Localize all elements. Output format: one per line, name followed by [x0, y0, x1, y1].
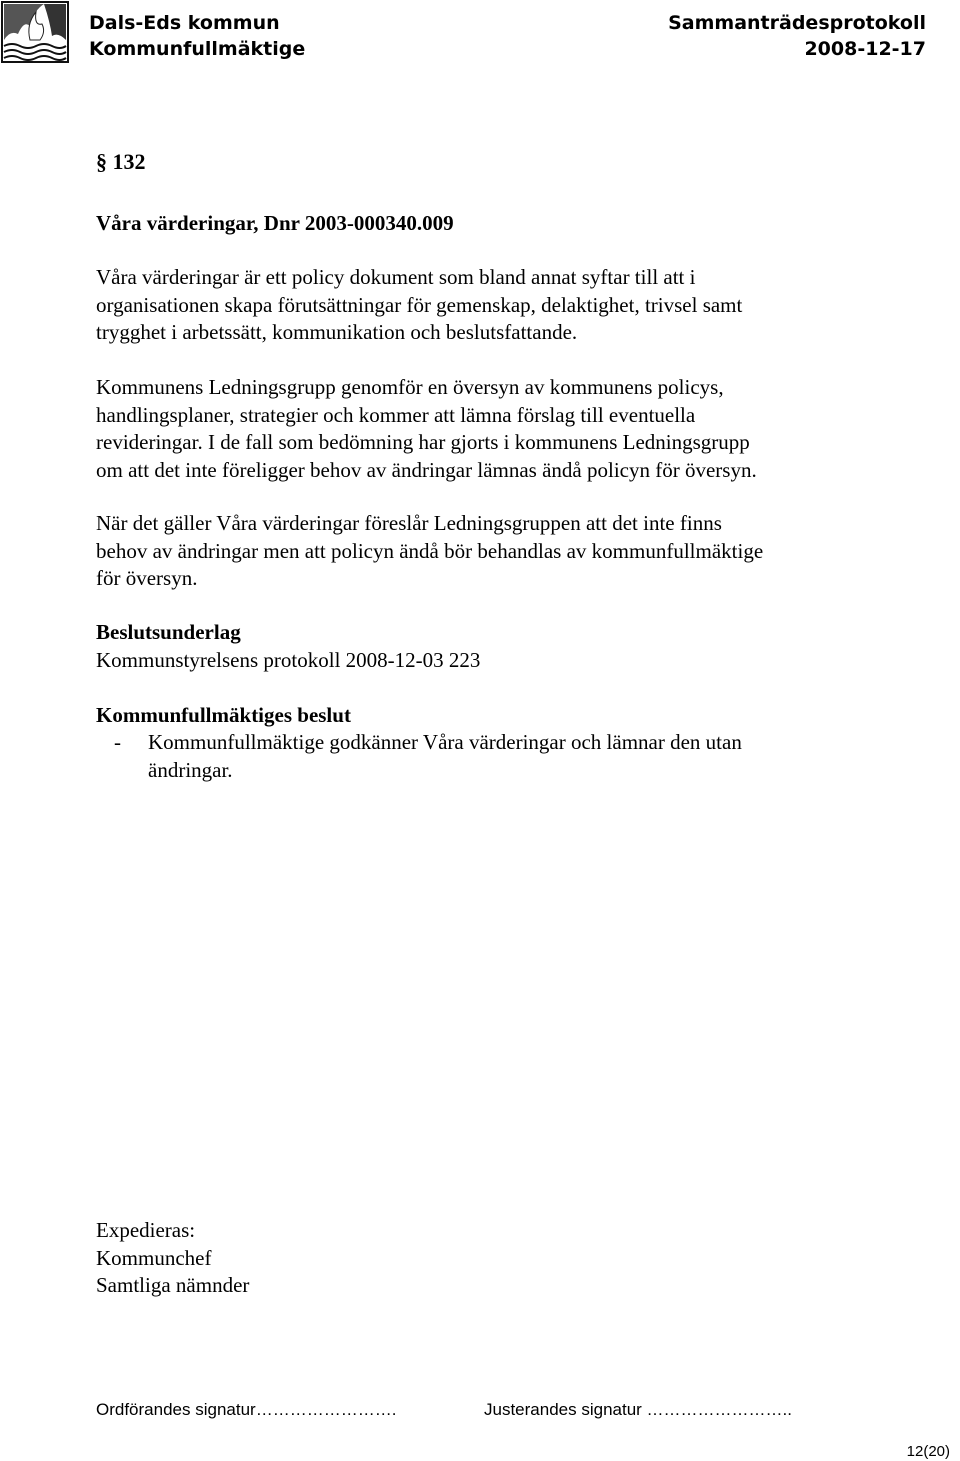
basis-heading: Beslutsunderlag	[96, 620, 241, 644]
body-name: Kommunfullmäktige	[89, 38, 306, 60]
list-bullet: -	[114, 730, 121, 754]
page-number: 12(20)	[906, 1443, 950, 1460]
text-line: Våra värderingar är ett policy dokument som bland annat syftar till att i	[96, 265, 696, 289]
header-right	[668, 10, 926, 62]
text-line: Kommunfullmäktige godkänner Våra värderingar och lämnar den utan	[148, 730, 742, 754]
item-title: Våra värderingar, Dnr 2003-000340.009	[96, 211, 454, 235]
text-line: ändringar.	[148, 757, 233, 782]
paragraph-label: 132	[107, 149, 146, 174]
text-line: organisationen skapa förutsättningar för gemenskap, delaktighet, trivsel samt	[96, 292, 743, 317]
header-left	[89, 10, 305, 62]
paragraph-number	[96, 148, 866, 176]
distribution-list	[96, 1217, 866, 1300]
meeting-date: 2008-12-17	[804, 38, 926, 60]
municipal-logo-icon	[0, 0, 70, 64]
section-sign-icon: §	[96, 149, 107, 174]
distribution-recipient: Samtliga nämnder	[96, 1273, 250, 1297]
decision-heading: Kommunfullmäktiges beslut	[96, 703, 351, 727]
distribution-heading: Expedieras:	[96, 1218, 196, 1242]
text-line: om att det inte föreligger behov av ändringar lämnas ändå policyn för översyn.	[96, 457, 757, 482]
text-line: trygghet i arbetssätt, kommunikation och beslutsfattande.	[96, 320, 578, 344]
document-type: Sammanträdesprotokoll	[668, 12, 926, 34]
org-name: Dals-Eds kommun	[89, 12, 280, 34]
text-line: Kommunens Ledningsgrupp genomför en översyn av kommunens policys,	[96, 375, 724, 399]
distribution-recipient: Kommunchef	[96, 1245, 212, 1270]
text-line: behov av ändringar men att policyn ändå bör behandlas av kommunfullmäktige	[96, 538, 764, 563]
adjuster-signature-field: Justerandes signatur ……………………..	[484, 1400, 792, 1419]
basis-reference-text: Kommunstyrelsens protokoll 2008-12-03 223	[96, 648, 481, 672]
text-line: handlingsplaner, strategier och kommer att lämna förslag till eventuella	[96, 402, 696, 427]
body-paragraph-1	[96, 264, 866, 347]
text-line: När det gäller Våra värderingar föreslår Ledningsgruppen att det inte finns	[96, 511, 722, 535]
body-paragraph-3	[96, 510, 866, 593]
text-line: revideringar. I de fall som bedömning har gjorts i kommunens Ledningsgrupp	[96, 430, 750, 454]
basis-reference	[96, 647, 866, 675]
body-paragraph-2	[96, 374, 866, 484]
chair-signature-field: Ordförandes signatur…………………….	[96, 1400, 397, 1419]
text-line: för översyn.	[96, 566, 198, 590]
decision-text	[148, 729, 868, 784]
